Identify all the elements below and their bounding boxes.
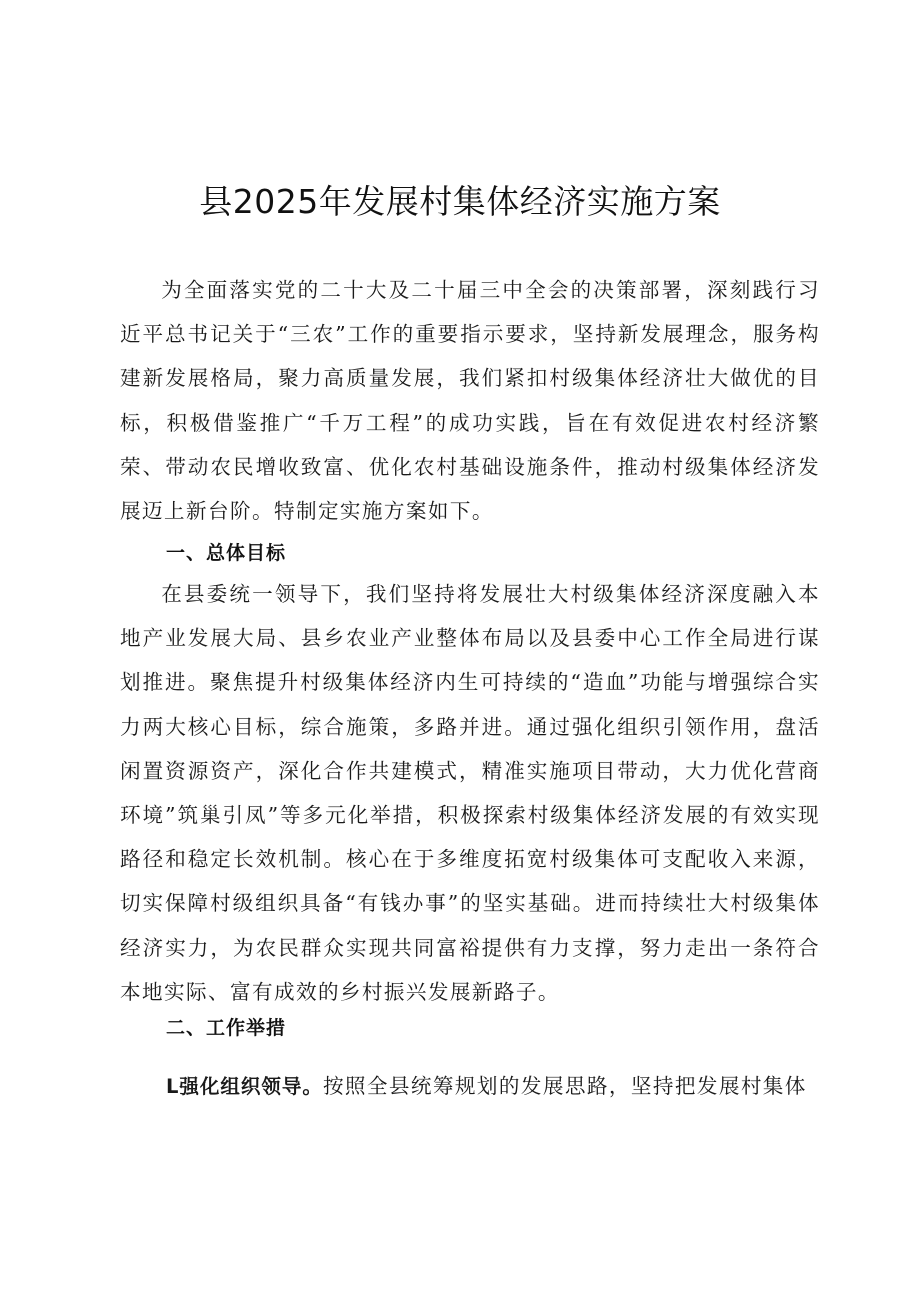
document-title: 县2025年发展村集体经济实施方案	[199, 182, 721, 221]
measure-body-text: 按照全县统筹规划的发展思路，坚持把发展村集体	[322, 1074, 807, 1098]
overall-goals-paragraph: 在县委统一领导下，我们坚持将发展壮大村级集体经济深度融入本地产业发展大局、县乡农业产业整体布局以及县委中心工作全局进行谋划推进。聚焦提升村级集体经济内生可持续的“造血”功能与增强综合实力两大核心目标，综合施策，多路并进。通过强化组织引领作用，盘活闲置资源资产，深化合作共建模式，精准实施项目带动，大力优化营商环境”筑巢引凤”等多元化举措，积极探索村级集体经济发展的有效实现路径和稳定长效机制。核心在于多维度拓宽村级集体可支配收入来源，切实保障村级组织具备“有钱办事”的坚实基础。进而持续壮大村级集体经济实力，为农民群众实现共同富裕提供有力支撑，努力走出一条符合本地实际、富有成效的乡村振兴发展新路子。	[120, 582, 820, 1004]
section-heading-overall-goals: 一、总体目标	[166, 542, 287, 564]
intro-paragraph: 为全面落实党的二十大及二十届三中全会的决策部署，深刻践行习近平总书记关于“三农”工作的重要指示要求，坚持新发展理念，服务构建新发展格局，聚力高质量发展，我们紧扣村级集体经济壮大做优的目标，积极借鉴推广“千万工程”的成功实践，旨在有效促进农村经济繁荣、带动农民增收致富、优化农村基础设施条件，推动村级集体经济发展迈上新台阶。特制定实施方案如下。	[120, 278, 820, 524]
measure-lead-text: L强化组织领导。	[166, 1075, 323, 1098]
section-heading-work-measures: 二、工作举措	[166, 1017, 287, 1039]
work-measures-paragraph	[166, 1064, 826, 1109]
